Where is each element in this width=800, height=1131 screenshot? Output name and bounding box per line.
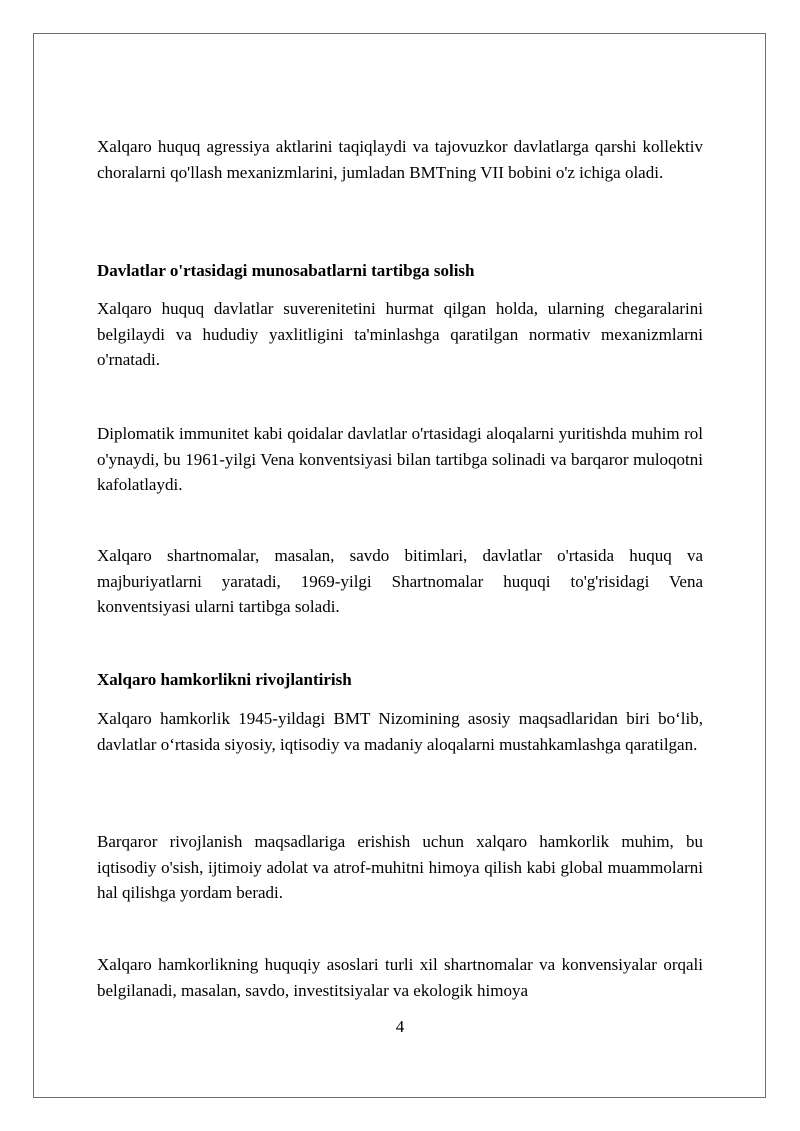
paragraph-diplomatic-immunity: Diplomatik immunitet kabi qoidalar davlatlar o'rtasidagi aloqalarni yuritishda muhim rol o'ynaydi, bu 1961-yilgi Vena konventsiyasi bilan tartibga solinadi va barqaror muloqotni kafolatlaydi. <box>97 424 703 494</box>
paragraph-un-charter: Xalqaro hamkorlik 1945-yildagi BMT Nizomining asosiy maqsadlaridan biri bo‘lib, davlatlar o‘rtasida siyosiy, iqtisodiy va madaniy aloqalarni mustahkamlashga qaratilgan. <box>97 709 703 754</box>
paragraph-aggression: Xalqaro huquq agressiya aktlarini taqiqlaydi va tajovuzkor davlatlarga qarshi kollektiv choralarni qo'llash mexanizmlarini, jumladan BMTning VII bobini o'z ichiga oladi. <box>97 137 703 182</box>
paragraph-treaties: Xalqaro shartnomalar, masalan, savdo bitimlari, davlatlar o'rtasida huquq va majburiyatlarni yaratadi, 1969-yilgi Shartnomalar huquqi to'g'risidagi Vena konventsiyasi ularni tartibga soladi. <box>97 546 703 616</box>
page-number: 4 <box>395 1017 405 1036</box>
heading-interstate-relations: Davlatlar o'rtasidagi munosabatlarni tartibga solish <box>97 261 475 280</box>
heading-international-cooperation: Xalqaro hamkorlikni rivojlantirish <box>97 670 352 689</box>
paragraph-legal-foundations: Xalqaro hamkorlikning huquqiy asoslari turli xil shartnomalar va konvensiyalar orqali belgilanadi, masalan, savdo, investitsiyalar va ekologik himoya <box>97 955 703 1000</box>
paragraph-sustainable-development: Barqaror rivojlanish maqsadlariga erishish uchun xalqaro hamkorlik muhim, bu iqtisodiy o'sish, ijtimoiy adolat va atrof-muhitni himoya qilish kabi global muammolarni hal qilishga yordam beradi. <box>97 832 703 902</box>
paragraph-sovereignty: Xalqaro huquq davlatlar suverenitetini hurmat qilgan holda, ularning chegaralarini belgilaydi va hududiy yaxlitligini ta'minlashga qaratilgan normativ mexanizmlarni o'rnatadi. <box>97 299 703 369</box>
